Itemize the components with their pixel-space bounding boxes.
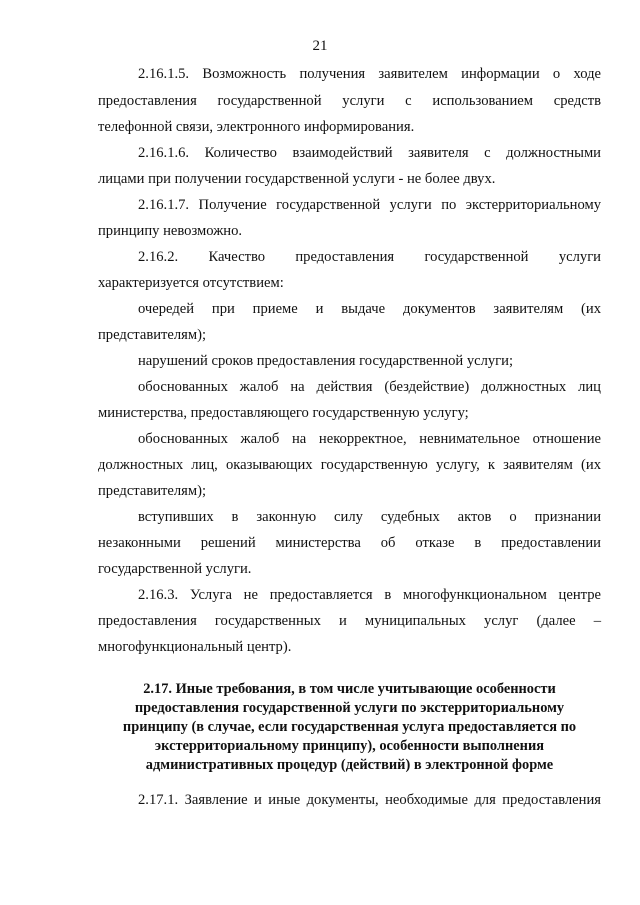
list-item-line: нарушений сроков предоставления государственной услуги;: [138, 353, 514, 369]
list-item-line: представителям);: [98, 483, 207, 499]
list-item-line: должностных лиц, оказывающих государственную услугу, к заявителям (их: [98, 457, 601, 473]
paragraph-line: лицами при получении государственной услуги - не более двух.: [98, 171, 496, 187]
paragraph-line: 2.16.2. Качество предоставления государственной услуги: [138, 249, 601, 265]
section-heading-line: 2.17. Иные требования, в том числе учитывающие особенности: [143, 681, 556, 697]
list-item-line: обоснованных жалоб на действия (бездействие) должностных лиц: [138, 379, 601, 395]
list-item-line: незаконными решений министерства об отказе в предоставлении: [98, 535, 601, 551]
paragraph-line: многофункциональный центр).: [98, 639, 292, 655]
section-heading-line: принципу (в случае, если государственная услуга предоставляется по: [122, 719, 577, 735]
section-heading-line: административных процедур (действий) в электронной форме: [145, 757, 554, 773]
paragraph-line: характеризуется отсутствием:: [98, 275, 284, 291]
paragraph-line: 2.16.1.5. Возможность получения заявителем информации о ходе: [138, 66, 601, 82]
paragraph-line: 2.17.1. Заявление и иные документы, необходимые для предоставления: [138, 792, 601, 808]
paragraph-line: телефонной связи, электронного информирования.: [98, 119, 415, 135]
paragraph-line: 2.16.1.7. Получение государственной услуги по экстерриториальному: [138, 197, 601, 213]
page-number: 21: [312, 38, 328, 54]
section-heading-line: экстерриториальному принципу), особенности выполнения: [154, 738, 545, 754]
list-item-line: министерства, предоставляющего государственную услугу;: [98, 405, 469, 421]
section-heading-line: предоставления государственной услуги по экстерриториальному: [134, 700, 565, 716]
list-item-line: вступивших в законную силу судебных актов о признании: [138, 509, 601, 525]
paragraph-line: 2.16.1.6. Количество взаимодействий заявителя с должностными: [138, 145, 601, 161]
paragraph-line: предоставления государственных и муниципальных услуг (далее –: [98, 613, 601, 629]
list-item-line: обоснованных жалоб на некорректное, невнимательное отношение: [138, 431, 601, 447]
list-item-line: представителям);: [98, 327, 207, 343]
list-item-line: государственной услуги.: [98, 561, 252, 577]
paragraph-line: принципу невозможно.: [98, 223, 243, 239]
list-item-line: очередей при приеме и выдаче документов заявителям (их: [138, 301, 601, 317]
paragraph-line: предоставления государственной услуги с использованием средств: [98, 93, 601, 109]
paragraph-line: 2.16.3. Услуга не предоставляется в многофункциональном центре: [138, 587, 601, 603]
